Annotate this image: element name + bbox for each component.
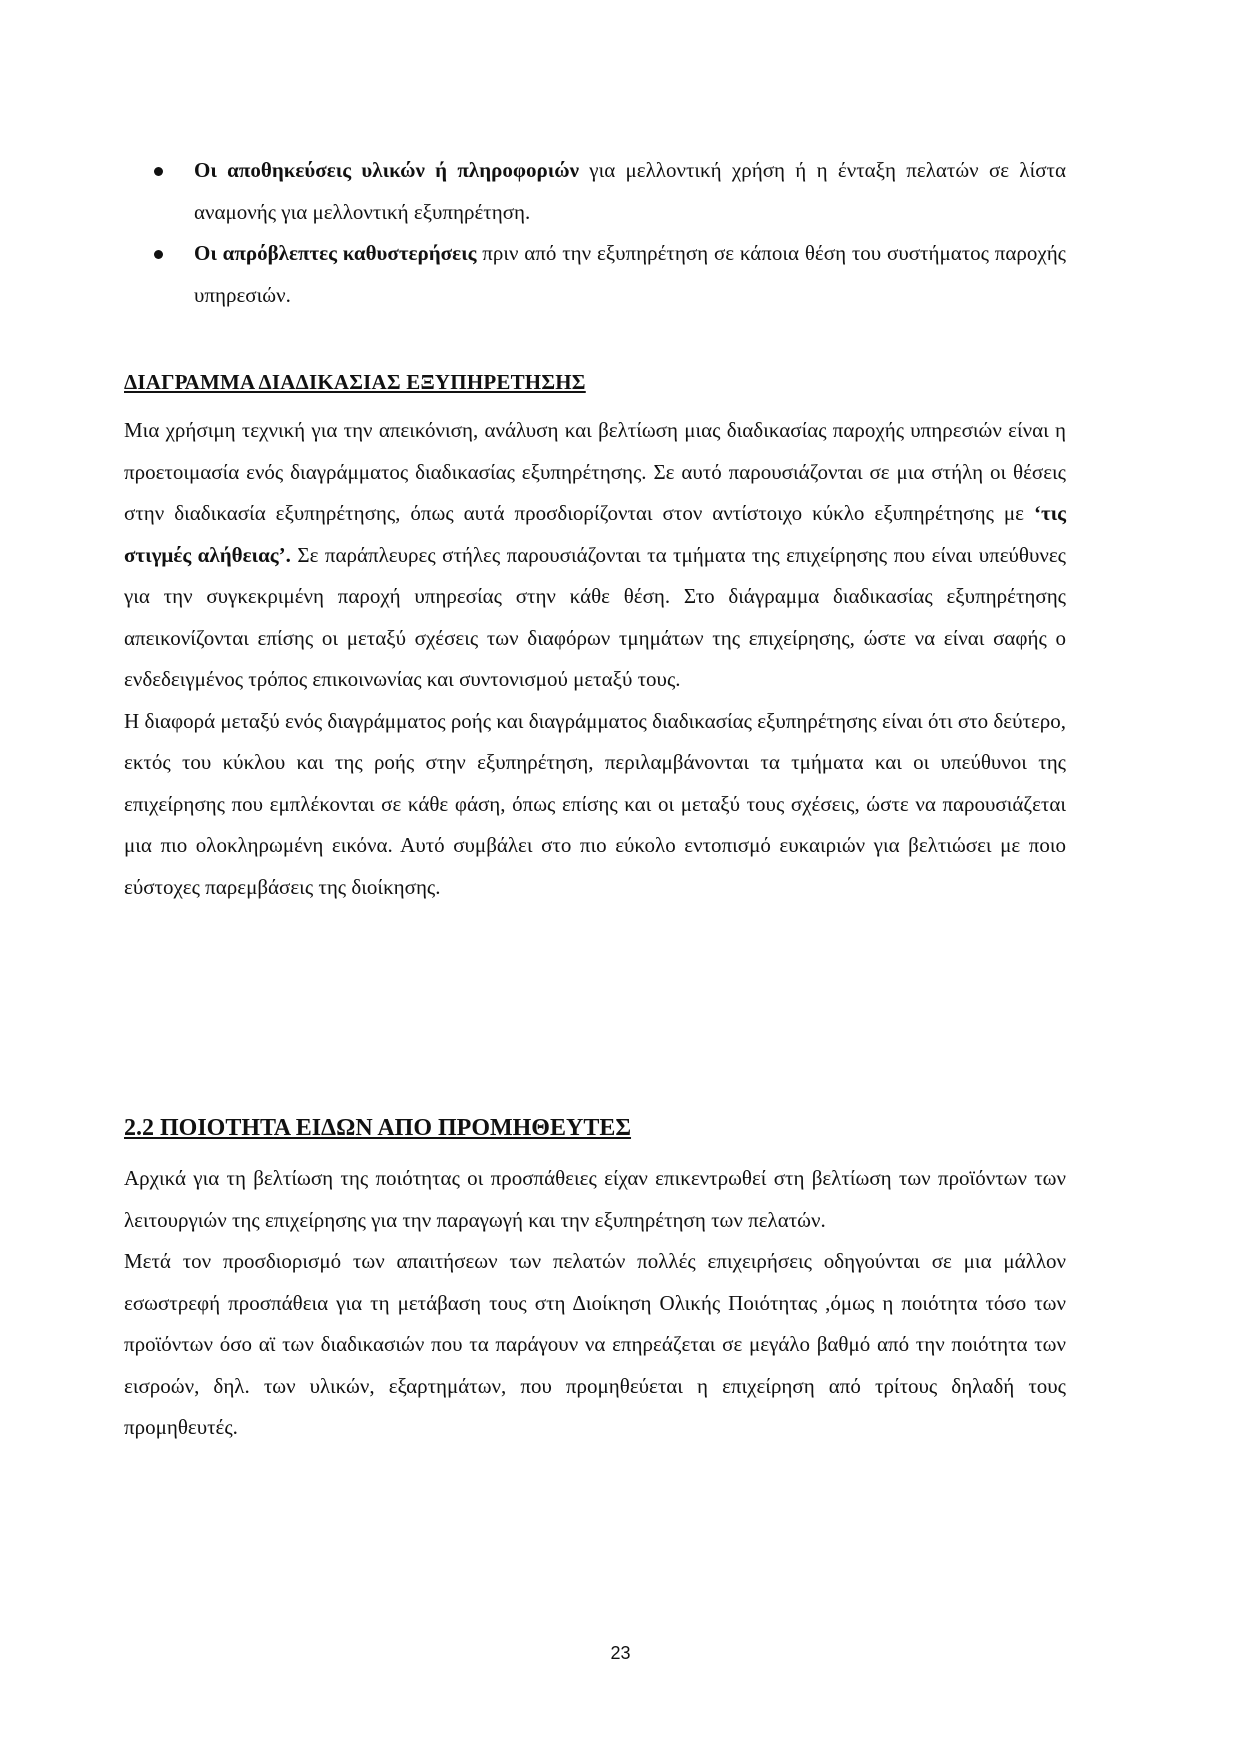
paragraph xyxy=(124,410,1066,701)
bullet-item xyxy=(124,233,1066,316)
bullet-lead: Οι απρόβλεπτες καθυστερήσεις xyxy=(194,241,477,265)
moments-of-truth-emphasis: ‘τις στιγμές αλήθειας’. xyxy=(124,501,1066,567)
section-heading-quality: 2.2 ΠΟΙΟΤΗΤΑ ΕΙΔΩΝ ΑΠΟ ΠΡΟΜΗΘΕΥΤΕΣ xyxy=(124,1115,632,1141)
paragraph-text: Μια χρήσιμη τεχνική για την απεικόνιση, ανάλυση και βελτίωση μιας διαδικασίας παροχής υπηρεσιών είναι η προετοιμασία ενός διαγράμματος διαδικασίας εξυπηρέτησης. Σε αυτό παρουσιάζονται σε μια στήλη οι θέσεις στην διαδικασία εξυπηρέτησης, όπως αυτά προσδιορίζονται στον αντίστοιχο κύκλο εξυπηρέτησης με xyxy=(124,418,1066,525)
section-heading-diagram: ΔΙΑΓΡΑΜΜΑ ΔΙΑΔΙΚΑΣΙΑΣ ΕΞΥΠΗΡΕΤΗΣΗΣ xyxy=(124,370,586,394)
bullet-icon xyxy=(154,167,163,176)
paragraph: Αρχικά για τη βελτίωση της ποιότητας οι προσπάθειες είχαν επικεντρωθεί στη βελτίωση των προϊόντων των λειτουργιών της επιχείρησης για την παραγωγή και την εξυπηρέτηση των πελατών. xyxy=(124,1166,1066,1232)
bullet-list xyxy=(124,150,1066,316)
bullet-text: για μελλοντική χρήση ή η ένταξη πελατών σε λίστα αναμονής για μελλοντική εξυπηρέτηση. xyxy=(194,158,1066,224)
paragraph-text: Σε παράπλευρες στήλες παρουσιάζονται τα τμήματα της επιχείρησης που είναι υπεύθυνες για την συγκεκριμένη παροχή υπηρεσίας στην κάθε θέση. Στο διάγραμμα διαδικασίας εξυπηρέτησης απεικονίζονται επίσης οι μεταξύ σχέσεις των διαφόρων τμημάτων της επιχείρησης, ώστε να είναι σαφής ο ενδεδειγμένος τρόπος επικοινωνίας και συντονισμού μεταξύ τους. xyxy=(124,542,1066,691)
bullet-text: πριν από την εξυπηρέτηση σε κάποια θέση του συστήματος παροχής υπηρεσιών. xyxy=(194,241,1066,307)
section-quality-body xyxy=(124,1158,1066,1449)
bullet-item xyxy=(124,150,1066,233)
section-diagram-body xyxy=(124,410,1066,908)
paragraph: Μετά τον προσδιορισμό των απαιτήσεων των πελατών πολλές επιχειρήσεις οδηγούνται σε μια μάλλον εσωστρεφή προσπάθεια για τη μετάβαση τους στη Διοίκηση Ολικής Ποιότητας ,όμως η ποιότητα τόσο των προϊόντων όσο αϊ των διαδικασιών που τα παράγουν να επηρεάζεται σε μεγάλο βαθμό από την ποιότητα των εισροών, δηλ. των υλικών, εξαρτημάτων, που προμηθεύεται η επιχείρηση από τρίτους δηλαδή τους προμηθευτές. xyxy=(124,1249,1066,1439)
paragraph: Η διαφορά μεταξύ ενός διαγράμματος ροής και διαγράμματος διαδικασίας εξυπηρέτησης είναι ότι στο δεύτερο, εκτός του κύκλου και της ροής στην εξυπηρέτηση, περιλαμβάνονται τα τμήματα και οι υπεύθυνοι της επιχείρησης που εμπλέκονται σε κάθε φάση, όπως επίσης και οι μεταξύ τους σχέσεις, ώστε να παρουσιάζεται μια πιο ολοκληρωμένη εικόνα. Αυτό συμβάλει στο πιο εύκολο εντοπισμό ευκαιριών για βελτιώσει με ποιο εύστοχες παρεμβάσεις της διοίκησης. xyxy=(124,708,1066,899)
bullet-icon xyxy=(154,250,163,259)
page-number: 23 xyxy=(610,1643,631,1663)
bullet-lead: Οι αποθηκεύσεις υλικών ή πληροφοριών xyxy=(194,158,579,182)
